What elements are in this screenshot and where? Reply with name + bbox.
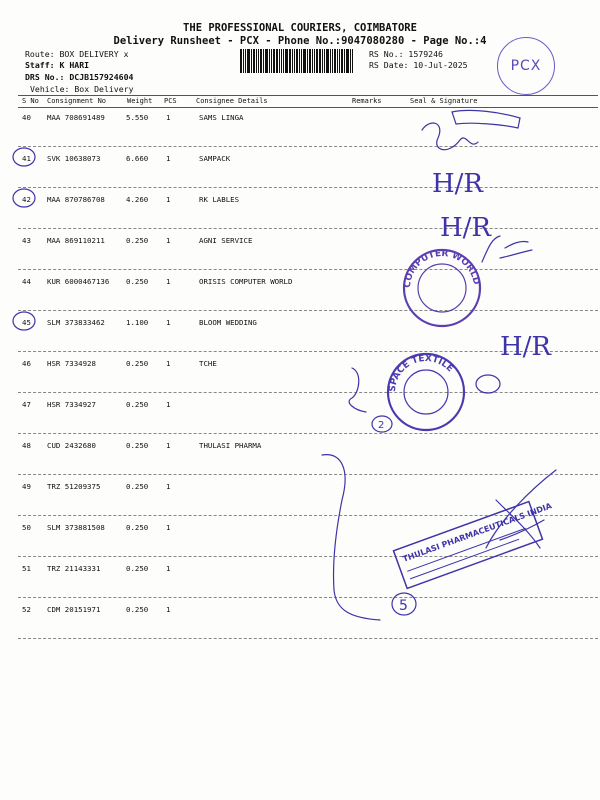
- row-sno: 47: [22, 400, 31, 409]
- row-weight: 5.550: [126, 113, 149, 122]
- row-pcs: 1: [166, 359, 171, 368]
- svg-text:COMPUTER WORLD: COMPUTER WORLD: [402, 248, 481, 289]
- col-remarks: Remarks: [352, 97, 382, 105]
- row-consignee: ORISIS COMPUTER WORLD: [199, 277, 293, 286]
- route-label: Route: BOX DELIVERY x: [25, 49, 129, 59]
- row-consignment: CUD 2432680: [47, 441, 96, 450]
- row-consignee: THULASI PHARMA: [199, 441, 262, 450]
- row-weight: 6.660: [126, 154, 149, 163]
- row-consignment: HSR 7334927: [47, 400, 96, 409]
- row-pcs: 1: [166, 441, 171, 450]
- row-weight: 0.250: [126, 277, 149, 286]
- signature-scribble: [452, 110, 520, 128]
- vehicle-label: Vehicle: Box Delivery: [30, 84, 134, 94]
- col-consignee: Consignee Details: [196, 97, 268, 105]
- row-consignment: SLM 373833462: [47, 318, 105, 327]
- row-consignment: HSR 7334928: [47, 359, 96, 368]
- row-weight: 0.250: [126, 441, 149, 450]
- row-consignment: CDM 20151971: [47, 605, 101, 614]
- row-consignment: TRZ 51209375: [47, 482, 101, 491]
- col-signature: Seal & Signature: [410, 97, 478, 105]
- row-weight: 0.250: [126, 400, 149, 409]
- space-textile-stamp: [388, 354, 464, 430]
- col-weight: Weight: [127, 97, 153, 105]
- svg-text:SPACE TEXTILE: SPACE TEXTILE: [387, 353, 455, 393]
- hr-mark: H/R: [432, 169, 484, 199]
- circle-mark: [13, 189, 35, 207]
- rs-number: RS No.: 1579246: [369, 49, 443, 59]
- row-consignee: BLOOM WEDDING: [199, 318, 257, 327]
- thulasi-stamp: [394, 494, 563, 588]
- row-consignee: AGNI SERVICE: [199, 236, 253, 245]
- bracket-mark: [322, 455, 380, 620]
- row-consignment: KUR 6000467136: [47, 277, 110, 286]
- company-title: THE PROFESSIONAL COURIERS, COIMBATORE: [183, 22, 417, 34]
- row-sno: 48: [22, 441, 31, 450]
- staff-label: Staff: K HARI: [25, 60, 90, 70]
- runsheet-subtitle: Delivery Runsheet - PCX - Phone No.:9047080280 - Page No.:4: [113, 35, 487, 47]
- row-sno: 52: [22, 605, 31, 614]
- row-consignment: TRZ 21143331: [47, 564, 101, 573]
- row-consignment: MAA 870786708: [47, 195, 105, 204]
- count-mark: 2: [378, 420, 385, 431]
- row-weight: 0.250: [126, 482, 149, 491]
- row-sno: 43: [22, 236, 31, 245]
- count-mark: 5: [399, 598, 408, 614]
- row-consignee: RK LABLES: [199, 195, 240, 204]
- row-consignee: SAMS LINGA: [199, 113, 244, 122]
- row-weight: 0.250: [126, 236, 149, 245]
- hr-mark: H/R: [440, 213, 492, 243]
- row-pcs: 1: [166, 400, 171, 409]
- circle-mark: [476, 375, 500, 393]
- drs-label: DRS No.: DCJB157924604: [25, 72, 134, 82]
- row-weight: 4.260: [126, 195, 149, 204]
- computer-world-stamp: [403, 249, 481, 326]
- row-pcs: 1: [166, 236, 171, 245]
- row-weight: 0.250: [126, 605, 149, 614]
- row-sno: 41: [22, 154, 31, 163]
- circle-mark: [13, 148, 35, 166]
- bracket-mark: [349, 368, 366, 412]
- rs-date: RS Date: 10-Jul-2025: [369, 60, 468, 70]
- row-sno: 40: [22, 113, 31, 122]
- row-sno: 51: [22, 564, 31, 573]
- row-pcs: 1: [166, 523, 171, 532]
- row-consignee: SAMPACK: [199, 154, 231, 163]
- row-sno: 44: [22, 277, 31, 286]
- signature-scribble: [422, 123, 478, 150]
- row-weight: 0.250: [126, 523, 149, 532]
- row-weight: 1.100: [126, 318, 149, 327]
- row-pcs: 1: [166, 318, 171, 327]
- col-pcs: PCS: [164, 97, 177, 105]
- row-pcs: 1: [166, 195, 171, 204]
- row-sno: 49: [22, 482, 31, 491]
- row-sno: 50: [22, 523, 31, 532]
- row-pcs: 1: [166, 113, 171, 122]
- row-pcs: 1: [166, 154, 171, 163]
- row-weight: 0.250: [126, 564, 149, 573]
- row-consignment: SVK 10638073: [47, 154, 101, 163]
- svg-text:THULASI PHARMACEUTICALS INDIA: THULASI PHARMACEUTICALS INDIA: [401, 501, 554, 564]
- row-sno: 46: [22, 359, 31, 368]
- row-pcs: 1: [166, 605, 171, 614]
- row-pcs: 1: [166, 564, 171, 573]
- row-pcs: 1: [166, 277, 171, 286]
- row-sno: 45: [22, 318, 31, 327]
- col-sno: S No: [22, 97, 39, 105]
- row-consignment: SLM 373881508: [47, 523, 105, 532]
- circle-mark: [13, 312, 35, 330]
- row-consignment: MAA 708691489: [47, 113, 105, 122]
- row-weight: 0.250: [126, 359, 149, 368]
- row-consignment: MAA 869110211: [47, 236, 105, 245]
- hr-mark: H/R: [500, 332, 552, 362]
- row-sno: 42: [22, 195, 31, 204]
- col-consignment: Consignment No: [47, 97, 107, 105]
- pcx-stamp: PCX: [497, 37, 555, 95]
- row-consignee: TCHE: [199, 359, 217, 368]
- row-pcs: 1: [166, 482, 171, 491]
